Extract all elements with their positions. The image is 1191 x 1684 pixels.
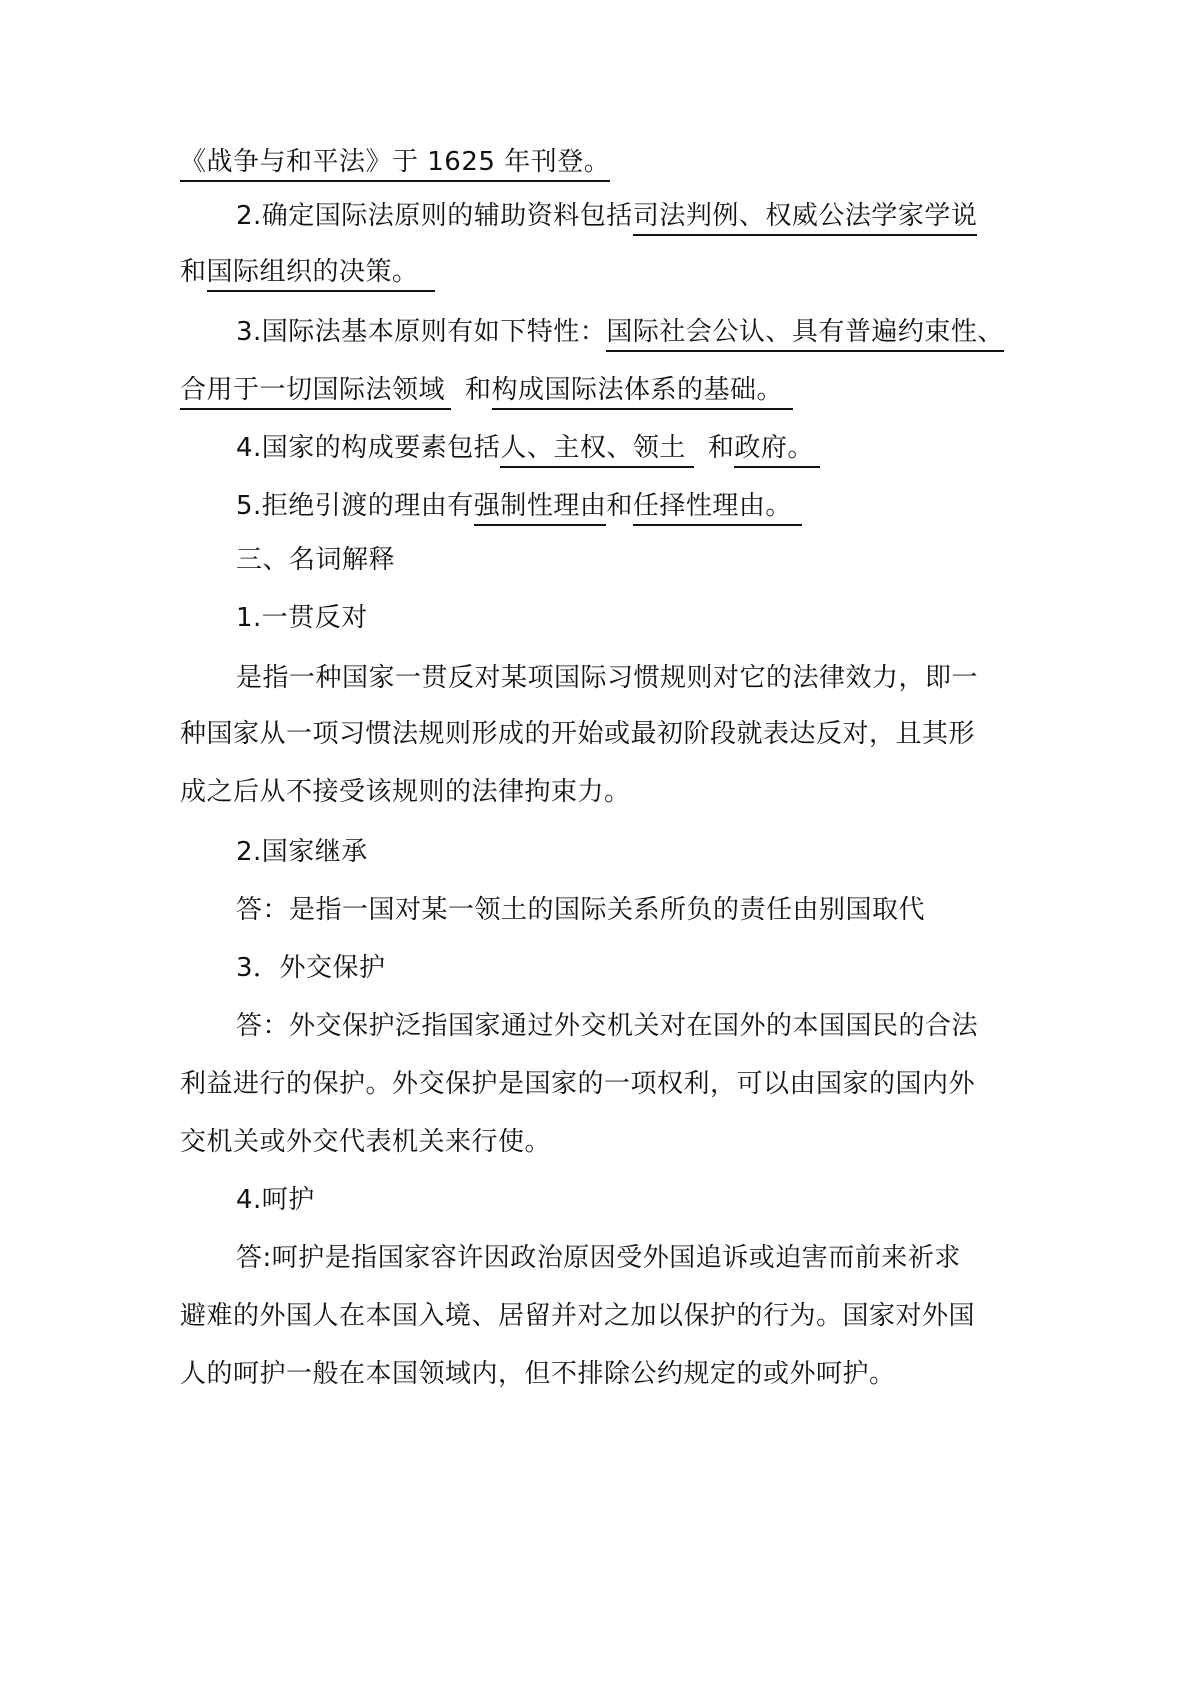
- term-heading: 3．外交保护: [236, 953, 386, 983]
- section-heading: 三、名词解释: [236, 545, 396, 575]
- paragraph-line: 交机关或外交代表机关来行使。: [180, 1127, 552, 1157]
- underlined-answer: 构成国际法体系的基础。: [492, 372, 794, 410]
- fill-blank-question: [236, 428, 1010, 468]
- text-line: [180, 252, 1010, 292]
- question-text: 2.确定国际法原则的辅助资料包括: [236, 201, 633, 231]
- question-text: 3.国际法基本原则有如下特性：: [236, 317, 607, 347]
- connector-text: 和: [465, 375, 492, 405]
- connector-text: 和: [180, 257, 207, 287]
- underlined-answer: 强制性理由: [474, 488, 607, 526]
- paragraph-line: 避难的外国人在本国入境、居留并对之加以保护的行为。国家对外国: [180, 1301, 976, 1331]
- underlined-answer: 《战争与和平法》于 1625 年刊登。: [180, 144, 610, 182]
- underlined-answer: 合用于一切国际法领域: [180, 372, 451, 410]
- underlined-answer: 国际组织的决策。: [207, 254, 435, 292]
- fill-blank-question: [236, 486, 1010, 526]
- text-line: [180, 142, 1010, 182]
- question-text: 4.国家的构成要素包括: [236, 433, 501, 463]
- underlined-answer: 国际社会公认、具有普遍约束性、: [606, 314, 1004, 352]
- text-line: [180, 370, 1010, 410]
- term-heading: 2.国家继承: [236, 837, 368, 867]
- fill-blank-question: [236, 196, 1010, 236]
- underlined-answer: 政府。: [734, 430, 820, 468]
- paragraph-line: 答：外交保护泛指国家通过外交机关对在国外的本国国民的合法: [236, 1011, 979, 1041]
- underlined-answer: 人、主权、领土: [500, 430, 694, 468]
- fill-blank-question: [236, 312, 1010, 352]
- term-heading: 1.一贯反对: [236, 603, 368, 633]
- paragraph-line: 成之后从不接受该规则的法律拘束力。: [180, 777, 631, 807]
- underlined-answer: 任择性理由。: [633, 488, 802, 526]
- underlined-answer: 司法判例、权威公法学家学说: [633, 198, 978, 236]
- connector-text: 和: [707, 433, 735, 463]
- paragraph-line: 答：是指一国对某一领土的国际关系所负的责任由别国取代: [236, 895, 926, 925]
- paragraph-line: 是指一种国家一贯反对某项国际习惯规则对它的法律效力，即一: [236, 663, 979, 693]
- paragraph-line: 人的呵护一般在本国领域内，但不排除公约规定的或外呵护。: [180, 1359, 896, 1389]
- paragraph-line: 利益进行的保护。外交保护是国家的一项权利，可以由国家的国内外: [180, 1069, 976, 1099]
- paragraph-line: 种国家从一项习惯法规则形成的开始或最初阶段就表达反对，且其形: [180, 719, 976, 749]
- question-text: 5.拒绝引渡的理由有: [236, 491, 474, 521]
- connector-text: 和: [606, 491, 633, 521]
- term-heading: 4.呵护: [236, 1185, 315, 1215]
- paragraph-line: 答:呵护是指国家容许因政治原因受外国追诉或迫害而前来祈求: [236, 1243, 961, 1273]
